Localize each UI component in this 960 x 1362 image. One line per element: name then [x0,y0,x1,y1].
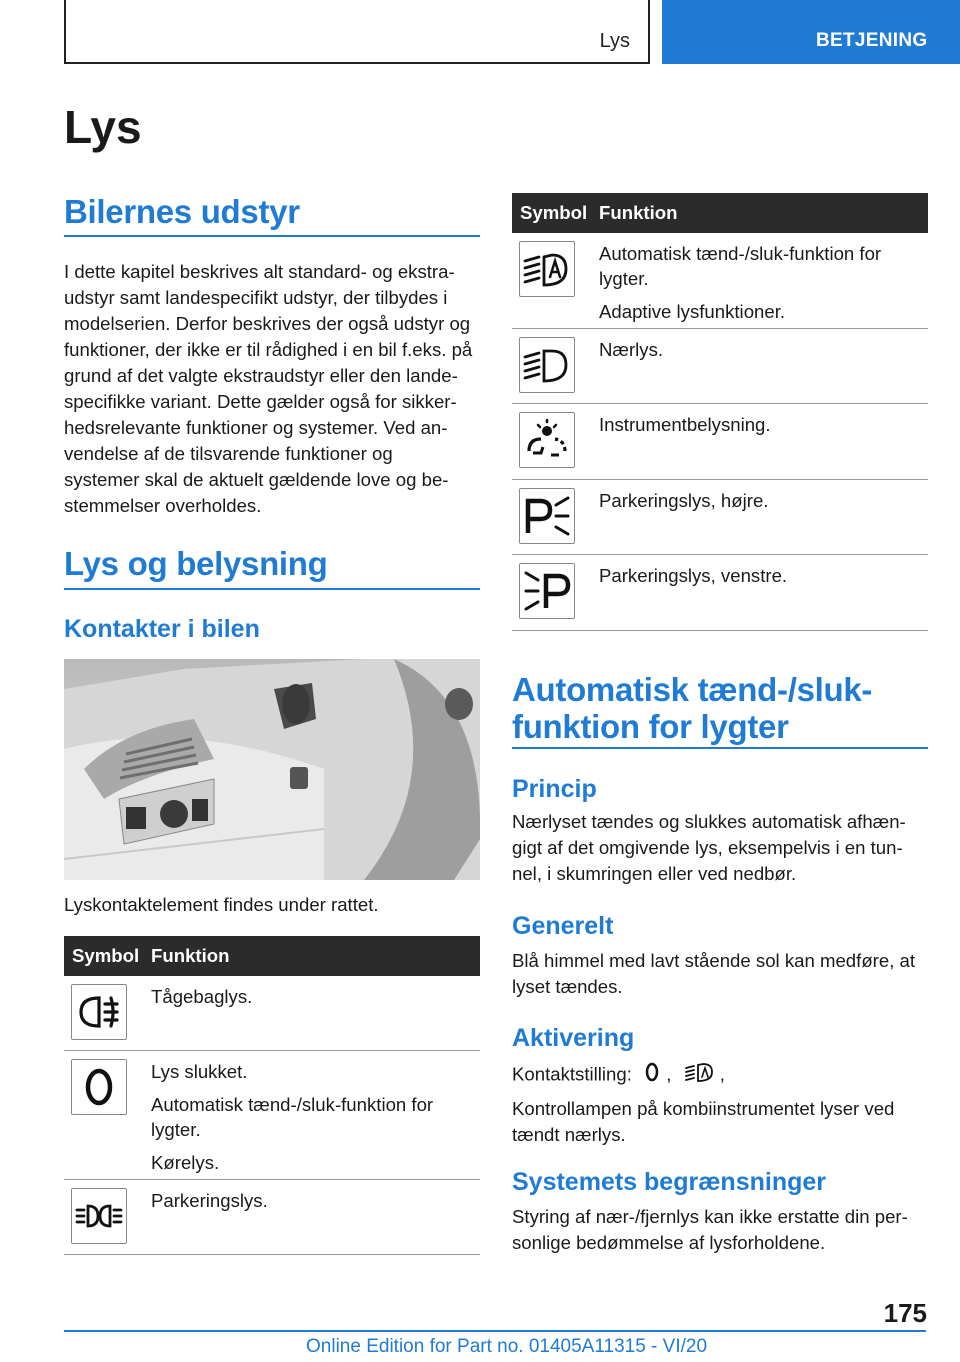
function-text: Automatisk tænd-/sluk-funktion for lygter. [151,1094,434,1140]
auto-headlight-icon [519,241,575,297]
text-line: modelserien. Derfor beskrives der også udstyr og [64,313,471,334]
lights-off-icon [71,1059,127,1115]
auto-heading-line: Automatisk tænd-/sluk- [512,671,873,708]
function-text: Kørelys. [151,1152,220,1173]
page-number: 175 [883,1298,927,1328]
symbol-cell [512,233,599,328]
table-header [64,936,480,976]
text-line: Nærlyset tændes og slukkes automatisk afhæn- [512,811,906,832]
table-row [64,1180,480,1255]
text-line: hedsrelevante funktioner og systemer. Ved an- [64,417,448,438]
symbol-cell [64,976,151,1050]
kontakter-heading: Kontakter i bilen [64,615,260,643]
text-line: udstyr samt landespecifikt udstyr, der tilbydes i [64,287,448,308]
footer-rule [64,1330,926,1332]
auto-headlight-inline-icon [685,1061,715,1090]
symbol-cell [64,1051,151,1179]
header-section: BETJENING [816,30,928,51]
aktivering-heading: Aktivering [512,1024,635,1052]
table-row [512,329,928,404]
function-cell [599,404,928,479]
symbol-table-2 [512,193,928,631]
function-cell [151,1051,480,1179]
function-text: Adaptive lysfunktioner. [599,301,786,322]
separator: , [719,1063,725,1085]
parking-left-icon [519,563,575,619]
text-line: systemer skal de aktuelt gældende love og be- [64,469,449,490]
text-line: tændt nærlys. [512,1124,626,1145]
function-text: Instrumentbelysning. [599,414,771,435]
page-title: Lys [64,101,142,153]
symbol-cell [512,404,599,479]
table-row [512,404,928,480]
lys-belysning-rule [64,588,480,590]
col-header-function: Funktion [151,945,230,966]
bilernes-paragraph [64,259,484,519]
header-section-box [662,0,960,64]
function-cell [151,976,480,1050]
graens-paragraph [512,1204,908,1256]
col-header-symbol: Symbol [72,945,140,966]
function-cell [599,555,928,630]
function-text: Parkeringslys, venstre. [599,565,788,586]
function-cell [599,329,928,403]
table-row [512,233,928,329]
header-title: Lys [599,30,630,52]
lys-belysning-heading: Lys og belysning [64,545,328,582]
parking-right-icon [519,488,575,544]
function-text: Nærlys. [599,339,664,360]
symbol-cell [64,1180,151,1254]
generelt-heading: Generelt [512,912,614,940]
text-line: specifikke variant. Dette gælder også for sikker- [64,391,457,412]
symbol-table-1 [64,936,480,1255]
symbol-cell [512,555,599,630]
text-line: gigt af det omgivende lys, eksempelvis i en tun- [512,837,903,858]
text-line: vendelse af de tilsvarende funktioner og [64,443,393,464]
function-text: Tågebaglys. [151,986,253,1007]
light-switch-photo [64,659,480,880]
separator: , [666,1063,672,1085]
bilernes-rule [64,235,480,237]
text-line: funktioner, der ikke er til rådighed i en bil f.eks. på [64,339,473,360]
auto-heading-line: funktion for lygter [512,708,789,745]
footer-edition: Online Edition for Part no. 01405A11315 - VI/20 [306,1336,708,1357]
text-line: sonlige bedømmelse af lysforholdene. [512,1232,826,1253]
table-row [64,1051,480,1180]
parking-light-icon [71,1188,127,1244]
text-line: Styring af nær-/fjernlys kan ikke erstatte din per- [512,1206,908,1227]
fog-light-icon [71,984,127,1040]
lights-off-inline-icon [643,1061,661,1090]
text-line: stemmelser overholdes. [64,495,262,516]
col-header-symbol: Symbol [520,202,588,223]
auto-heading [512,671,872,745]
table-row [64,976,480,1051]
function-text: Lys slukket. [151,1061,248,1082]
aktivering-label: Kontaktstilling: [512,1063,632,1085]
text-line: nel, i skumringen eller ved nedbør. [512,863,797,884]
photo-caption: Lyskontaktelement findes under rattet. [64,894,379,915]
princip-paragraph [512,809,906,887]
aktivering-paragraph [512,1061,894,1148]
function-text: Automatisk tænd-/sluk-funktion for lygter. [599,243,882,289]
graens-heading: Systemets begrænsninger [512,1168,826,1196]
text-line: I dette kapitel beskrives alt standard- og ekstra- [64,261,455,282]
symbol-cell [512,329,599,403]
function-cell [151,1180,480,1254]
light-switch-photo-illustration [64,659,480,880]
function-cell [599,233,928,328]
bilernes-heading: Bilernes udstyr [64,193,300,230]
text-line: grund af det valgte ekstraudstyr eller den lande- [64,365,458,386]
aktivering-line [512,1061,894,1090]
text-line: lyset tændes. [512,976,623,997]
symbol-cell [512,480,599,554]
instrument-lighting-icon [519,412,575,468]
col-header-function: Funktion [599,202,678,223]
table-header [512,193,928,233]
princip-heading: Princip [512,775,597,803]
generelt-paragraph [512,948,915,1000]
header-title-box [64,0,650,64]
function-text: Parkeringslys, højre. [599,490,769,511]
auto-rule [512,747,928,749]
function-text: Parkeringslys. [151,1190,268,1211]
text-line: Blå himmel med lavt stående sol kan medføre, at [512,950,916,971]
text-line: Kontrollampen på kombiinstrumentet lyser ved [512,1098,895,1119]
table-row [512,555,928,631]
function-cell [599,480,928,554]
table-row [512,480,928,555]
low-beam-icon [519,337,575,393]
